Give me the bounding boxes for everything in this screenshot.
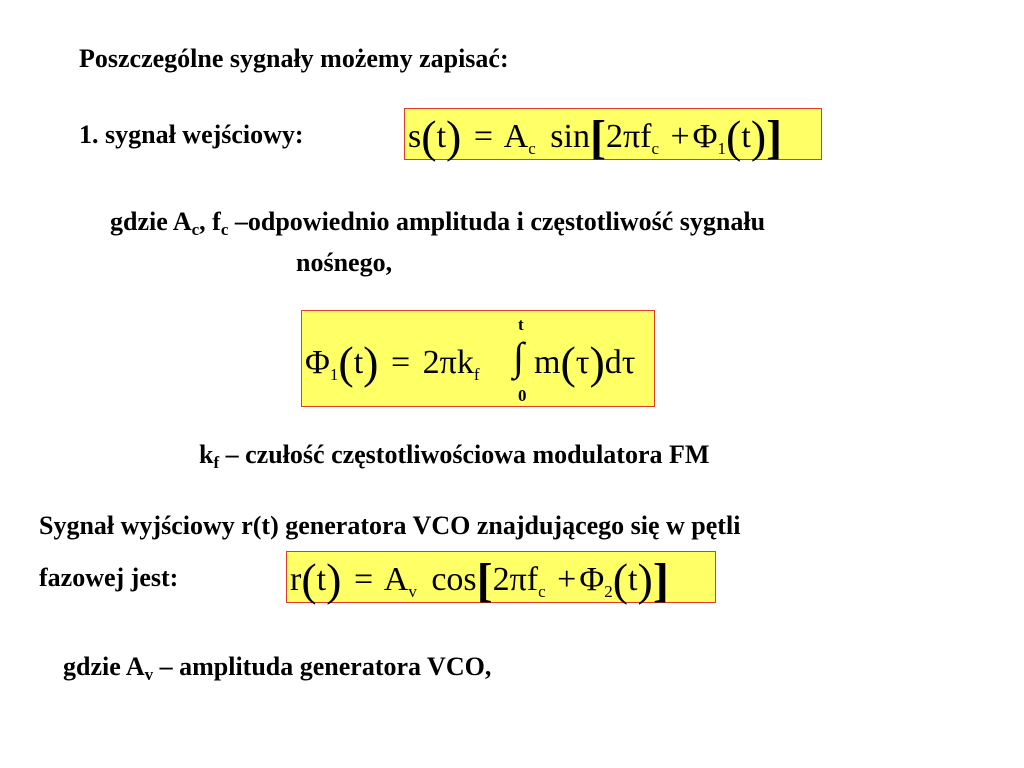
input-signal-label: 1. sygnał wejściowy: bbox=[79, 120, 304, 149]
equation-vco-output bbox=[286, 551, 716, 607]
heading: Poszczególne sygnały możemy zapisać: bbox=[79, 44, 509, 73]
equation-phase-integrand: m(τ)dτ bbox=[534, 337, 636, 388]
equation-input-signal-body: $s(t) = A_c$ $\sin[2\pi f_c +\Phi_1(t)]$ bbox=[408, 111, 783, 164]
carrier-description-line2: nośnego, bbox=[296, 248, 393, 277]
equation-input-signal bbox=[404, 108, 822, 164]
equation-vco-output-body: $r(t) = A_v$ $\cos[2\pi f_c +\Phi_2(t)]$ bbox=[290, 554, 669, 607]
integral-sign: ∫ bbox=[513, 334, 524, 379]
equation-phase bbox=[301, 310, 655, 407]
carrier-description: gdzie $A_c$, $f_c$ –odpowiednio amplituda i częstotliwość sygnału bbox=[110, 207, 766, 239]
kf-description: $k_f$ – czułość częstotliwościowa modulatora FM bbox=[199, 440, 710, 472]
equation-phase-lhs: $\Phi_1(t) = 2\pi k_f$ bbox=[305, 337, 480, 388]
output-signal-line2: fazowej jest: bbox=[39, 563, 179, 592]
integral-lower-limit: 0 bbox=[518, 386, 527, 405]
vco-description: gdzie $A_v$ – amplituda generatora VCO, bbox=[63, 652, 492, 684]
integral-upper-limit: t bbox=[518, 315, 524, 334]
output-signal-line1: Sygnał wyjściowy r(t) generatora VCO znajdującego się w pętli bbox=[39, 511, 741, 540]
